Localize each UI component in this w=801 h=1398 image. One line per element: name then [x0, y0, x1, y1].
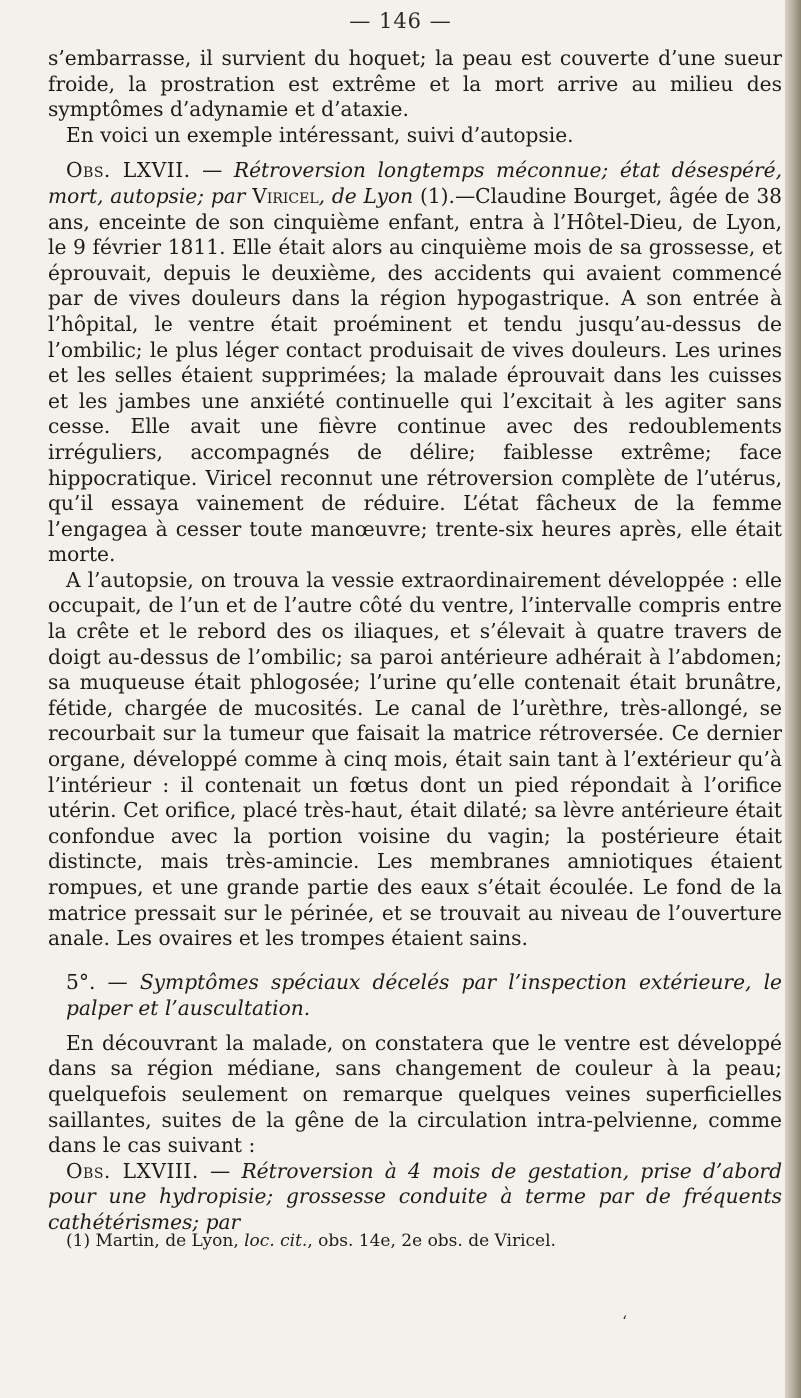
section-heading-5 [48, 969, 782, 1021]
section-number: 5°. [66, 969, 96, 994]
footnote-text: Martin, de Lyon, [90, 1231, 245, 1251]
observation-67 [48, 158, 782, 568]
footnote [48, 1230, 782, 1252]
observation-label: Obs. LXVIII. [66, 1158, 199, 1183]
stray-ink-mark: ʻ [622, 1312, 628, 1331]
paragraph-continued: s’embarrasse, il survient du hoquet; la peau est couverte d’une sueur froide, la prostration est extrême et la mort arrive au milieu des symptômes d’adynamie et d’ataxie. [48, 46, 782, 122]
section-title: Symptômes spéciaux décelés par l’inspection extérieure, le palper et l’auscultation. [66, 969, 782, 1020]
footnote-cite: loc. cit. [244, 1231, 308, 1251]
observation-title: Rétroversion longtemps méconnue; état désespéré, mort, autopsie; par [48, 158, 782, 208]
observation-dash: — [198, 1158, 242, 1183]
paragraph-section-5: En découvrant la malade, on constatera que le ventre est développé dans sa région médiane, sans changement de couleur à la peau; quelquefois seulement on remarque quelques veines superficielles saillantes, suites de la gêne de la circulation intra-pelvienne, comme dans le cas suivant : [48, 1030, 782, 1158]
observation-label: Obs. LXVII. [66, 158, 191, 183]
page-edge-shadow [785, 0, 801, 1398]
paragraph-autopsy: A l’autopsie, on trouva la vessie extraordinairement développée : elle occupait, de l’un et de l’autre côté du ventre, l’intervalle compris entre la crête et le rebord des os iliaques, et s’élevait à quatre travers de doigt au-dessus de l’ombilic; sa paroi antérieure adhérait à l’abdomen; sa muqueuse était phlogosée; l’urine qu’elle contenait était brunâtre, fétide, chargée de mucosités. Le canal de l’urèthre, très-allongé, se recourbait sur la tumeur que faisait la matrice rétroversée. Ce dernier organe, développé comme à cinq mois, était sain tant à l’extérieur qu’à l’intérieur : il contenait un fœtus dont un pied répondait à l’orifice utérin. Cet orifice, placé très-haut, était dilaté; sa lèvre antérieure était confondue avec la portion voisine du vagin; la postérieure était distincte, mais très-amincie. Les membranes amniotiques étaient rompues, et une grande partie des eaux s’était écoulée. Le fond de la matrice pressait sur le périnée, et se trouvait au niveau de l’ouverture anale. Les ovaires et les trompes étaient sains. [48, 567, 782, 951]
observation-dash: — [190, 158, 234, 183]
observation-author: Viricel [252, 183, 319, 208]
observation-title: Rétroversion à 4 mois de gestation, prise d’abord pour une hydropisie; grossesse conduite à terme par de fréquents cathétérismes; par [48, 1158, 782, 1234]
section-dash: — [95, 969, 140, 994]
main-text [48, 46, 782, 1236]
observation-68 [48, 1159, 782, 1236]
footnote-marker: (1) [66, 1231, 91, 1251]
paragraph-intro: En voici un exemple intéressant, suivi d’autopsie. [66, 122, 574, 147]
footnote-rest: , obs. 14e, 2e obs. de Viricel. [307, 1231, 556, 1251]
observation-place: , de Lyon [318, 183, 414, 208]
observation-body: .—Claudine Bourget, âgée de 38 ans, enceinte de son cinquième enfant, entra à l’Hôtel-Dieu, de Lyon, le 9 février 1811. Elle était alors au cinquième mois de sa grossesse, et éprouvait, depuis le deuxième, des accidents qui avaient commencé par de vives douleurs dans la région hypogastrique. A son entrée à l’hôpital, le ventre était proéminent et tendu jusqu’au-dessus de l’ombilic; le plus léger contact produisait de vives douleurs. Les urines et les selles étaient supprimées; la malade éprouvait dans les cuisses et les jambes une anxiété continuelle qui l’excitait à les agiter sans cesse. Elle avait une fièvre continue avec des redoublements irréguliers, accompagnés de délire; faiblesse extrême; face hippocratique. Viricel reconnut une rétroversion complète de l’utérus, qu’il essaya vainement de réduire. L’état fâcheux de la femme l’engagea à cesser toute manœuvre; trente-six heures après, elle était morte. [48, 183, 783, 567]
section-gap [48, 1021, 782, 1031]
page-number: — 146 — [349, 9, 452, 33]
footnote-ref: (1) [419, 183, 449, 208]
